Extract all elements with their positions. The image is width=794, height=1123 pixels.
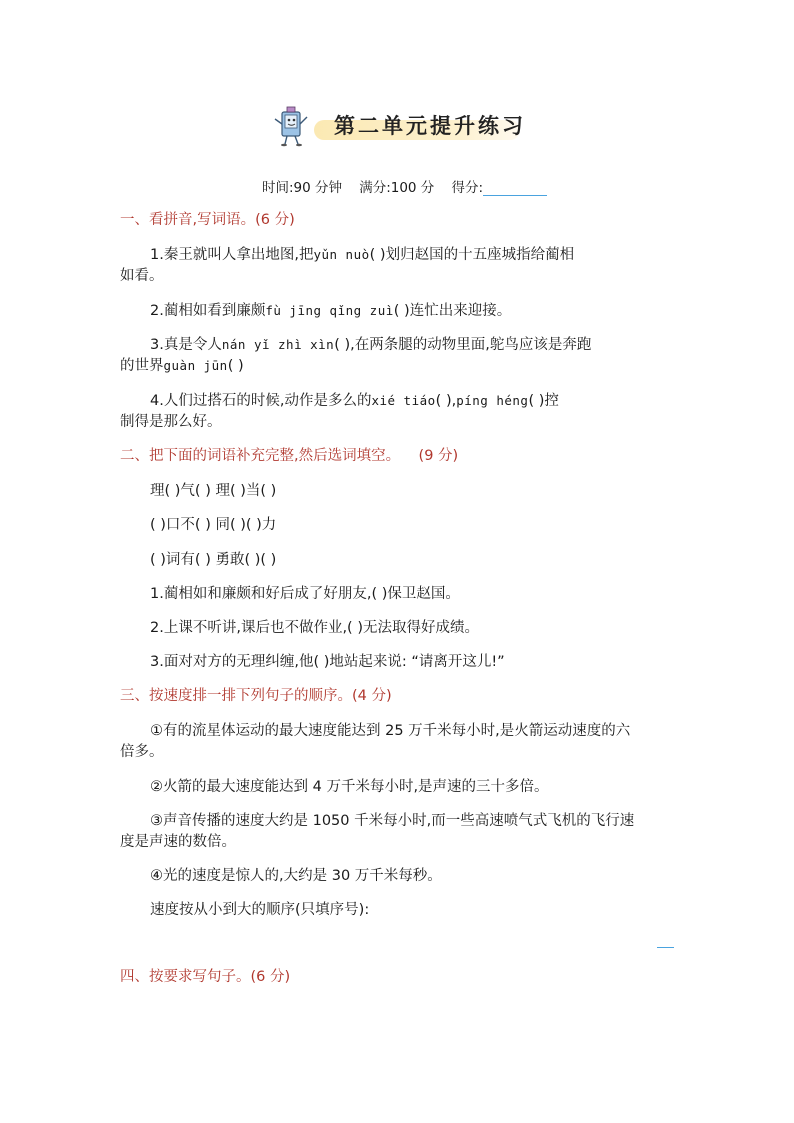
section-4-heading: 四、按要求写句子。(6 分) xyxy=(120,969,291,985)
s2-q1: 1.蔺相如和廉颇和好后成了好朋友,( )保卫赵国。 xyxy=(150,586,460,602)
s2-row-3: ( )词有( ) 勇敢( )( ) xyxy=(150,552,277,568)
s3-sentence-4: ④光的速度是惊人的,大约是 30 万千米每秒。 xyxy=(150,868,442,884)
s1-q2: 2.蔺相如看到廉颇fù jīng qǐng zuì( )连忙出来迎接。 xyxy=(150,303,512,319)
exam-meta xyxy=(262,176,547,196)
page-title: 第二单元提升练习 xyxy=(334,113,526,138)
s2-q3: 3.面对对方的无理纠缠,他( )地站起来说: “请离开这儿!” xyxy=(150,654,505,670)
s1-q1: 1.秦王就叫人拿出地图,把yǔn nuò( )划归赵国的十五座城指给蔺相 xyxy=(150,247,575,263)
s1-q1-cont: 如看。 xyxy=(120,268,164,284)
page-title-banner xyxy=(270,104,560,148)
s3-sentence-1-cont: 倍多。 xyxy=(120,744,164,760)
s3-sentence-2: ②火箭的最大速度能达到 4 万千米每小时,是声速的三十多倍。 xyxy=(150,779,549,795)
s1-q3-cont: 的世界guàn jūn( ) xyxy=(120,358,244,374)
book-mascot-icon xyxy=(270,104,314,148)
s3-sentence-3-cont: 度是声速的数倍。 xyxy=(120,834,236,850)
s1-q4: 4.人们过搭石的时候,动作是多么的xié tiáo( ),píng héng( )控 xyxy=(150,393,559,409)
s2-row-1: 理( )气( ) 理( )当( ) xyxy=(150,483,277,499)
s3-order-prompt: 速度按从小到大的顺序(只填序号): xyxy=(150,902,370,918)
s3-sentence-3: ③声音传播的速度大约是 1050 千米每小时,而一些高速喷气式飞机的飞行速 xyxy=(150,813,635,829)
s3-sentence-1: ①有的流星体运动的最大速度能达到 25 万千米每小时,是火箭运动速度的六 xyxy=(150,723,631,739)
s2-row-2: ( )口不( ) 同( )( )力 xyxy=(150,517,277,533)
full-score: 满分:100 分 xyxy=(359,180,435,196)
section-1-heading: 一、看拼音,写词语。(6 分) xyxy=(120,212,295,228)
score-label: 得分: xyxy=(451,180,484,196)
s2-q2: 2.上课不听讲,课后也不做作业,( )无法取得好成绩。 xyxy=(150,620,479,636)
s3-answer-blank[interactable] xyxy=(657,947,674,948)
s1-q3: 3.真是令人nán yǐ zhì xìn( ),在两条腿的动物里面,鸵鸟应该是奔跑 xyxy=(150,337,592,353)
section-2-heading: 二、把下面的词语补充完整,然后选词填空。 (9 分) xyxy=(120,448,459,464)
time-limit: 时间:90 分钟 xyxy=(262,180,343,196)
s1-q4-cont: 制得是那么好。 xyxy=(120,414,222,430)
score-blank[interactable] xyxy=(483,181,547,196)
section-3-heading: 三、按速度排一排下列句子的顺序。(4 分) xyxy=(120,688,392,704)
